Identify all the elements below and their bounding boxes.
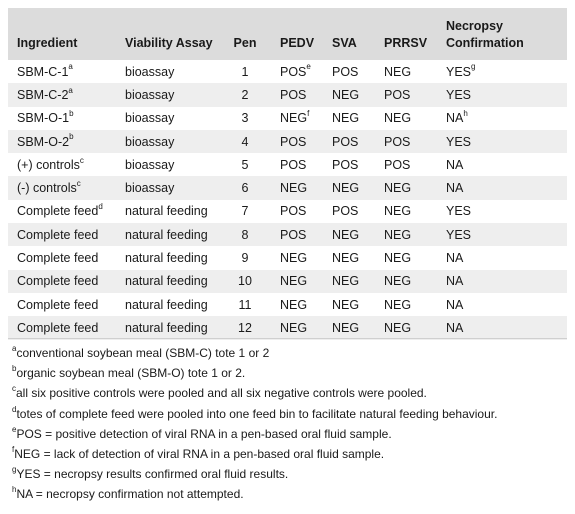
cell-pedv-text: NEG — [280, 297, 308, 312]
cell-pedv — [271, 316, 323, 339]
cell-prrsv — [375, 176, 437, 199]
cell-pedv — [271, 176, 323, 199]
footnote-mark: a — [68, 85, 73, 95]
table-row — [8, 223, 567, 246]
table-row — [8, 107, 567, 130]
cell-viability-assay-text: natural feeding — [125, 320, 208, 335]
cell-pedv — [271, 293, 323, 316]
header-row — [8, 8, 567, 60]
header-necropsy-confirmation: Necropsy Confirmation — [446, 19, 524, 50]
footnote-mark: e — [306, 62, 311, 72]
cell-ingredient — [8, 223, 116, 246]
cell-pen — [219, 83, 271, 106]
cell-prrsv — [375, 60, 437, 83]
footnote-line — [12, 363, 567, 383]
cell-pen — [219, 130, 271, 153]
cell-prrsv — [375, 293, 437, 316]
cell-pen-text: 7 — [241, 204, 249, 219]
footnote-mark: h — [12, 485, 17, 495]
cell-viability-assay — [116, 246, 219, 269]
cell-sva — [323, 107, 375, 130]
cell-ingredient-text: Complete feed — [17, 274, 99, 289]
cell-pedv-text: NEG — [280, 274, 308, 289]
cell-pen — [219, 270, 271, 293]
cell-sva-text: NEG — [332, 227, 360, 242]
cell-prrsv — [375, 83, 437, 106]
header-pen: Pen — [233, 36, 257, 50]
cell-pedv-text: NEG — [280, 320, 308, 335]
cell-necropsy — [437, 270, 567, 293]
cell-prrsv-text: NEG — [384, 181, 412, 196]
cell-prrsv-text: NEG — [384, 274, 412, 289]
table-row — [8, 60, 567, 83]
footnote-mark: c — [12, 384, 16, 394]
cell-pedv — [271, 223, 323, 246]
footnote-mark: f — [307, 109, 310, 119]
cell-pedv-text: NEG — [280, 251, 308, 266]
cell-prrsv — [375, 107, 437, 130]
cell-necropsy — [437, 223, 567, 246]
cell-sva-text: POS — [332, 157, 359, 172]
cell-pedv — [271, 270, 323, 293]
table-body — [8, 60, 567, 340]
footnote-text: organic soybean meal (SBM-O) tote 1 or 2. — [16, 366, 246, 381]
cell-pen — [219, 200, 271, 223]
cell-necropsy — [437, 200, 567, 223]
cell-necropsy — [437, 107, 567, 130]
footnotes — [12, 343, 567, 505]
table-row — [8, 83, 567, 106]
cell-sva — [323, 200, 375, 223]
cell-necropsy — [437, 316, 567, 339]
cell-ingredient-text: (-) controls — [17, 181, 77, 196]
cell-ingredient-text: SBM-C-2 — [17, 87, 69, 102]
cell-viability-assay-text: bioassay — [125, 64, 175, 79]
cell-necropsy — [437, 246, 567, 269]
cell-viability-assay-text: bioassay — [125, 87, 175, 102]
cell-prrsv-text: NEG — [384, 111, 412, 126]
cell-prrsv — [375, 130, 437, 153]
cell-ingredient — [8, 60, 116, 83]
cell-pen — [219, 107, 271, 130]
header-prrsv: PRRSV — [384, 36, 428, 50]
cell-prrsv-text: NEG — [384, 251, 412, 266]
cell-ingredient-text: Complete feed — [17, 297, 99, 312]
header-viability-assay: Viability Assay — [125, 36, 213, 50]
cell-ingredient-text: (+) controls — [17, 157, 80, 172]
cell-prrsv — [375, 200, 437, 223]
header-sva: SVA — [332, 36, 357, 50]
footnote-text: conventional soybean meal (SBM-C) tote 1 or 2 — [16, 346, 270, 360]
cell-necropsy-text: NA — [446, 157, 464, 172]
footnote-mark: g — [471, 62, 476, 72]
header-ingredient: Ingredient — [17, 36, 78, 50]
cell-ingredient — [8, 176, 116, 199]
cell-prrsv-text: NEG — [384, 297, 412, 312]
cell-ingredient — [8, 107, 116, 130]
cell-viability-assay-text: natural feeding — [125, 297, 208, 312]
cell-pedv — [271, 60, 323, 83]
footnote-mark: e — [12, 424, 17, 434]
footnote-mark: a — [12, 344, 17, 353]
cell-viability-assay-text: bioassay — [125, 157, 175, 172]
cell-pedv-text: POS — [280, 204, 307, 219]
cell-necropsy-text: NA — [446, 111, 464, 126]
header-pedv: PEDV — [280, 36, 315, 50]
cell-viability-assay-text: natural feeding — [125, 274, 208, 289]
cell-necropsy — [437, 293, 567, 316]
cell-pedv — [271, 83, 323, 106]
cell-viability-assay — [116, 60, 219, 83]
cell-ingredient — [8, 246, 116, 269]
footnote-mark: d — [12, 404, 17, 414]
cell-pedv — [271, 107, 323, 130]
cell-pen-text: 2 — [241, 87, 249, 102]
cell-pen — [219, 176, 271, 199]
footnote-line — [12, 343, 567, 363]
table-row — [8, 200, 567, 223]
cell-sva — [323, 316, 375, 339]
cell-sva — [323, 176, 375, 199]
cell-prrsv-text: POS — [384, 157, 411, 172]
footnote-mark: b — [12, 364, 17, 374]
cell-necropsy — [437, 176, 567, 199]
cell-pen-text: 11 — [238, 297, 252, 312]
table-row — [8, 316, 567, 339]
table-row — [8, 130, 567, 153]
cell-ingredient — [8, 83, 116, 106]
cell-pedv — [271, 200, 323, 223]
cell-ingredient — [8, 130, 116, 153]
cell-viability-assay — [116, 153, 219, 176]
cell-sva — [323, 130, 375, 153]
cell-ingredient — [8, 270, 116, 293]
cell-pen-text: 4 — [241, 134, 249, 149]
cell-sva-text: NEG — [332, 87, 360, 102]
cell-prrsv-text: NEG — [384, 320, 412, 335]
footnote-line — [12, 464, 567, 484]
cell-prrsv — [375, 316, 437, 339]
footnote-text: POS = positive detection of viral RNA in a pen-based oral fluid sample. — [16, 426, 392, 441]
cell-sva — [323, 83, 375, 106]
table-row — [8, 153, 567, 176]
footnote-mark: g — [12, 465, 17, 475]
cell-ingredient — [8, 316, 116, 339]
footnote-mark: a — [68, 62, 73, 72]
cell-sva — [323, 60, 375, 83]
table-header — [8, 8, 567, 60]
cell-pedv-text: POS — [280, 64, 307, 79]
cell-viability-assay — [116, 83, 219, 106]
cell-viability-assay — [116, 130, 219, 153]
table-row — [8, 270, 567, 293]
cell-prrsv-text: POS — [384, 87, 411, 102]
cell-ingredient — [8, 293, 116, 316]
table-row — [8, 246, 567, 269]
cell-sva-text: NEG — [332, 297, 360, 312]
cell-sva-text: NEG — [332, 181, 360, 196]
cell-viability-assay-text: natural feeding — [125, 251, 208, 266]
cell-pen — [219, 153, 271, 176]
cell-ingredient-text: Complete feed — [17, 227, 99, 242]
cell-pen-text: 10 — [238, 274, 252, 289]
cell-necropsy-text: YES — [446, 204, 472, 219]
cell-viability-assay-text: bioassay — [125, 181, 175, 196]
footnote-text: YES = necropsy results confirmed oral fluid results. — [16, 467, 289, 482]
cell-pedv — [271, 130, 323, 153]
cell-prrsv — [375, 223, 437, 246]
cell-sva — [323, 246, 375, 269]
cell-pedv — [271, 246, 323, 269]
cell-necropsy-text: NA — [446, 320, 464, 335]
cell-necropsy-text: YES — [446, 227, 472, 242]
cell-necropsy-text: YES — [446, 134, 472, 149]
cell-necropsy-text: YES — [446, 87, 472, 102]
cell-ingredient-text: Complete feed — [17, 320, 99, 335]
cell-sva-text: POS — [332, 134, 359, 149]
cell-sva — [323, 270, 375, 293]
cell-prrsv-text: NEG — [384, 227, 412, 242]
cell-pen — [219, 293, 271, 316]
table-row — [8, 176, 567, 199]
cell-sva-text: NEG — [332, 251, 360, 266]
cell-pen-text: 6 — [241, 181, 249, 196]
cell-sva-text: NEG — [332, 274, 360, 289]
cell-pen — [219, 246, 271, 269]
cell-viability-assay — [116, 107, 219, 130]
cell-viability-assay-text: natural feeding — [125, 227, 208, 242]
footnote-line — [12, 404, 567, 424]
cell-viability-assay — [116, 176, 219, 199]
cell-prrsv — [375, 153, 437, 176]
cell-viability-assay-text: bioassay — [125, 134, 175, 149]
cell-necropsy — [437, 83, 567, 106]
cell-ingredient-text: SBM-C-1 — [17, 64, 69, 79]
footnote-line — [12, 444, 567, 464]
cell-pedv-text: NEG — [280, 111, 308, 126]
cell-sva — [323, 293, 375, 316]
cell-pen-text: 8 — [241, 227, 249, 242]
cell-pen-text: 9 — [241, 251, 249, 266]
footnote-text: totes of complete feed were pooled into one feed bin to facilitate natural feeding behaviour. — [16, 406, 498, 421]
cell-ingredient-text: Complete feed — [17, 204, 99, 219]
cell-viability-assay — [116, 223, 219, 246]
footnote-text: NEG = lack of detection of viral RNA in a pen-based oral fluid sample. — [14, 447, 385, 462]
results-table — [8, 8, 567, 340]
cell-pen — [219, 316, 271, 339]
footnote-mark: d — [98, 202, 103, 212]
cell-necropsy — [437, 153, 567, 176]
cell-necropsy-text: NA — [446, 251, 464, 266]
cell-pedv-text: POS — [280, 157, 307, 172]
table-row — [8, 293, 567, 316]
footnote-mark: b — [69, 132, 74, 142]
cell-necropsy-text: NA — [446, 297, 464, 312]
cell-ingredient — [8, 153, 116, 176]
cell-ingredient — [8, 200, 116, 223]
footnote-mark: c — [76, 178, 81, 188]
cell-prrsv-text: POS — [384, 134, 411, 149]
cell-pedv-text: POS — [280, 134, 307, 149]
cell-sva-text: POS — [332, 64, 359, 79]
cell-viability-assay — [116, 270, 219, 293]
cell-pedv — [271, 153, 323, 176]
cell-necropsy — [437, 60, 567, 83]
cell-necropsy — [437, 130, 567, 153]
cell-pedv-text: NEG — [280, 181, 308, 196]
cell-viability-assay — [116, 316, 219, 339]
table-bottom-rule — [8, 338, 567, 339]
cell-ingredient-text: SBM-O-1 — [17, 111, 70, 126]
cell-pen-text: 12 — [238, 320, 252, 335]
cell-sva — [323, 153, 375, 176]
cell-pedv-text: POS — [280, 227, 307, 242]
cell-pen-text: 1 — [241, 64, 249, 79]
cell-viability-assay — [116, 200, 219, 223]
cell-pen — [219, 223, 271, 246]
footnote-mark: b — [69, 109, 74, 119]
cell-pen-text: 5 — [241, 157, 249, 172]
footnote-mark: f — [12, 445, 15, 455]
cell-viability-assay — [116, 293, 219, 316]
cell-ingredient-text: Complete feed — [17, 251, 99, 266]
footnote-line — [12, 383, 567, 403]
cell-ingredient-text: SBM-O-2 — [17, 134, 70, 149]
footnote-text: NA = necropsy confirmation not attempted. — [16, 487, 244, 502]
cell-prrsv — [375, 270, 437, 293]
footnote-text: all six positive controls were pooled and all six negative controls were pooled. — [16, 386, 427, 401]
footnote-mark: h — [463, 109, 468, 119]
footnote-mark: c — [79, 155, 84, 165]
cell-necropsy-text: YES — [446, 64, 472, 79]
cell-sva-text: NEG — [332, 111, 360, 126]
footnote-line — [12, 484, 567, 504]
cell-necropsy-text: NA — [446, 274, 464, 289]
cell-viability-assay-text: natural feeding — [125, 204, 208, 219]
cell-prrsv-text: NEG — [384, 64, 412, 79]
cell-sva-text: POS — [332, 204, 359, 219]
cell-necropsy-text: NA — [446, 181, 464, 196]
cell-pedv-text: POS — [280, 87, 307, 102]
cell-sva — [323, 223, 375, 246]
cell-pen — [219, 60, 271, 83]
cell-prrsv — [375, 246, 437, 269]
footnote-line — [12, 424, 567, 444]
cell-pen-text: 3 — [241, 111, 249, 126]
cell-sva-text: NEG — [332, 320, 360, 335]
cell-prrsv-text: NEG — [384, 204, 412, 219]
cell-viability-assay-text: bioassay — [125, 111, 175, 126]
